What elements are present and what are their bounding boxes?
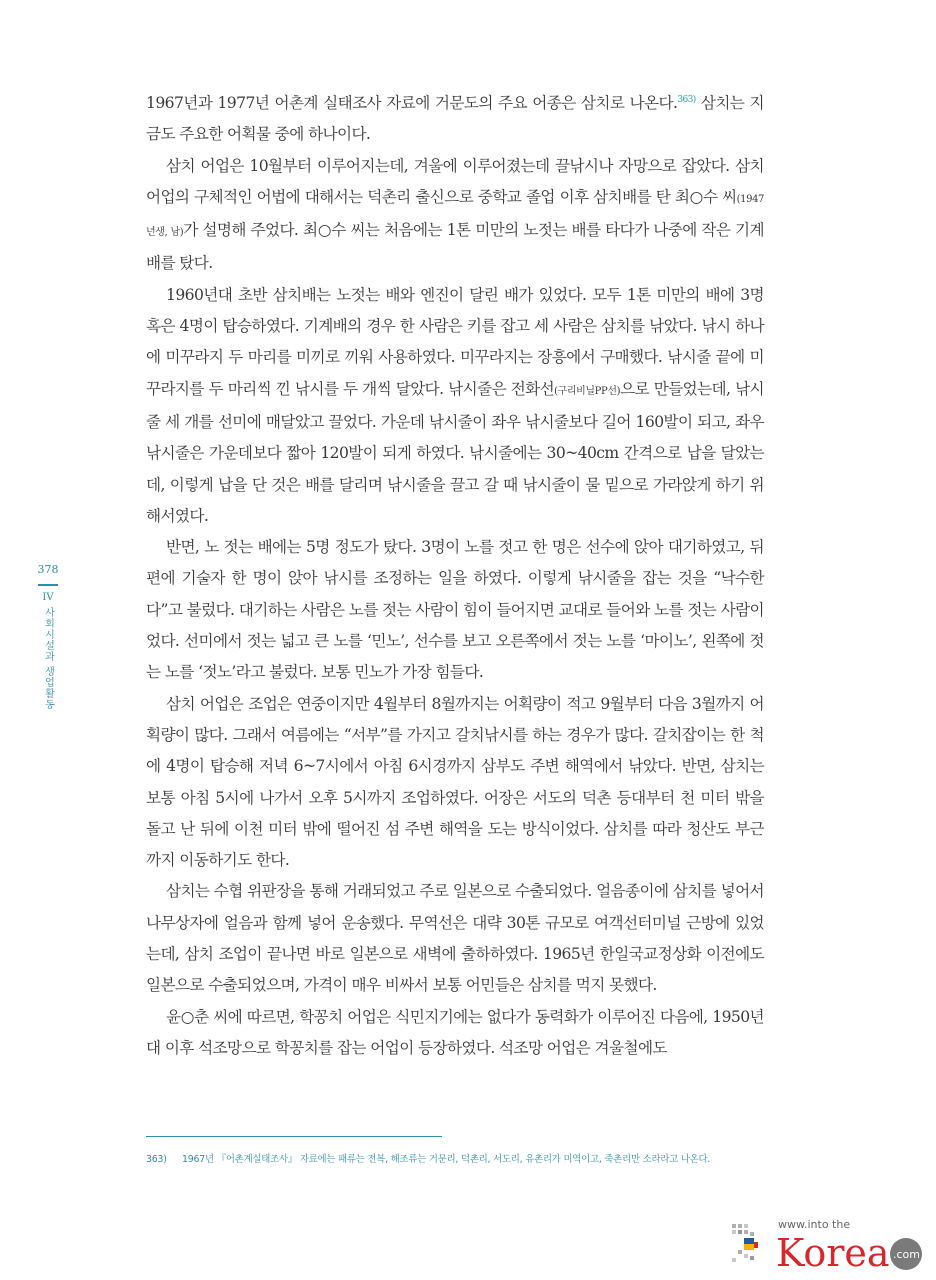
pixel-mark-icon: [732, 1224, 758, 1262]
intothekorea-logo: [730, 1214, 926, 1276]
paragraph-1: [146, 88, 764, 151]
paragraph-3: [146, 280, 764, 532]
paragraph-text: 1960년대 초반 삼치배는 노젓는 배와 엔진이 달린 배가 있었다. 모두 1톤 미만의 배에 3명 혹은 4명이 탑승하였다. 기계배의 경우 한 사람은 키를 잡고 세 사람은 삼치를 낚았다. 낚시 하나에 미꾸라지 두 마리를 미끼로 끼워 사용하였다. 미꾸라지는 장흥에서 구매했다. 낚시줄 끝에 미꾸라지를 두 마리씩 낀 낚시를 두 개씩 달았다. 낚시줄은 전화선: [146, 285, 764, 398]
paragraph-6: 삼치는 수협 위판장을 통해 거래되었고 주로 일본으로 수출되었다. 얼음종이에 삼치를 넣어서 나무상자에 얼음과 함께 넣어 운송했다. 무역선은 대략 30톤 규모로 여객선터미널 근방에 있었는데, 삼치 조업이 끝나면 바로 일본으로 새벽에 출하하였다. 1965년 한일국교정상화 이전에도 일본으로 수출되었으며, 가격이 매우 비싸서 보통 어민들은 삼치를 먹지 못했다.: [146, 882, 764, 995]
footnote: [146, 1152, 766, 1168]
chapter-title: 사회시설과 생업활동: [42, 607, 54, 711]
chapter-number: IV: [42, 592, 54, 603]
paragraph-4: 반면, 노 젓는 배에는 5명 정도가 탔다. 3명이 노를 젓고 한 명은 선수에 앉아 대기하였고, 뒤편에 기술자 한 명이 앉아 낚시를 조정하는 일을 하였다. 이렇게 낚시줄을 잡는 것을 “낙수한다”고 불렀다. 대기하는 사람은 노를 젓는 사람이 힘이 들어지면 교대로 들어와 노를 젓는 사람이었다. 선미에서 젓는 넓고 큰 노를 ‘민노’, 선수를 보고 오른쪽에서 젓는 노를 ‘마이노’, 왼쪽에 젓는 노를 ‘젓노’라고 불렀다. 보통 민노가 가장 힘들다.: [146, 538, 764, 682]
inline-note: (구리비닐PP선): [554, 385, 621, 397]
paragraph-5: 삼치 어업은 조업은 연중이지만 4월부터 8월까지는 어획량이 적고 9월부터 다음 3월까지 어획량이 많다. 그래서 여름에는 “서부”를 가지고 갈치낚시를 하는 경우가 많다. 갈치잡이는 한 척에 4명이 탑승해 저녁 6~7시에서 아침 6시경까지 삼부도 주변 해역에서 낚았다. 반면, 삼치는 보통 아침 5시에 나가서 오후 5시까지 조업하였다. 어장은 서도의 덕촌 등대부터 천 미터 밖을 돌고 난 뒤에 이천 미터 밖에 떨어진 섬 주변 해역을 도는 방식이었다. 삼치를 따라 청산도 부근까지 이동하기도 한다.: [146, 694, 764, 870]
paragraph-text: 삼치는 지금도 주요한 어획물 중에 하나이다.: [146, 94, 764, 144]
footnote-ref[interactable]: 363): [677, 95, 696, 105]
paragraph-7: 윤○춘 씨에 따르면, 학꽁치 어업은 식민지기에는 없다가 동력화가 이루어진 다음에, 1950년대 이후 석조망으로 학꽁치를 잡는 어업이 등장하였다. 석조망 어업은 겨울철에도: [146, 1007, 764, 1057]
paragraph-text: 으로 만들었는데, 낚시줄 세 개를 선미에 매달았고 끌었다. 가운데 낚시줄이 좌우 낚시줄보다 길어 160발이 되고, 좌우 낚시줄은 가운데보다 짧아 120발이 되게 하였다. 낚시줄에는 30~40cm 간격으로 납을 달았는데, 이렇게 납을 단 것은 배를 달리며 낚시줄을 끌고 갈 때 낚시줄이 물 밑으로 가라앉게 하기 위해서였다.: [146, 379, 764, 525]
paragraph-text: 가 설명해 주었다. 최○수 씨는 처음에는 1톤 미만의 노젓는 배를 타다가 나중에 작은 기계배를 탔다.: [146, 221, 764, 273]
paragraph-2: [146, 151, 764, 280]
body-text: [146, 88, 764, 1064]
paragraph-text: 1967년과 1977년 어촌계 실태조사 자료에 거문도의 주요 어종은 삼치로 나온다.: [146, 94, 678, 112]
page-margin-info: [34, 563, 62, 710]
footnote-text: 1967년 『어촌계실태조사』 자료에는 패류는 전복, 해조류는 거문리, 덕촌리, 서도리, 유촌리가 미역이고, 죽촌리만 소라라고 나온다.: [182, 1154, 711, 1165]
paragraph-text: 삼치 어업은 10월부터 이루어지는데, 겨울에 이루어졌는데 끌낚시나 자망으로 잡았다. 삼치 어업의 구체적인 어법에 대해서는 덕촌리 출신으로 중학교 졸업 이후 삼치배를 탄 최○수 씨: [146, 156, 764, 206]
logo-brand: Korea: [776, 1231, 890, 1275]
page-number: 378: [37, 563, 59, 576]
margin-divider: [38, 584, 58, 586]
inline-note: (1947년생, 남): [146, 193, 764, 239]
logo-tagline: www.into the: [778, 1218, 851, 1231]
footnote-divider: [146, 1136, 442, 1137]
logo-suffix: .com: [893, 1248, 920, 1261]
footnote-number: 363): [146, 1154, 167, 1165]
